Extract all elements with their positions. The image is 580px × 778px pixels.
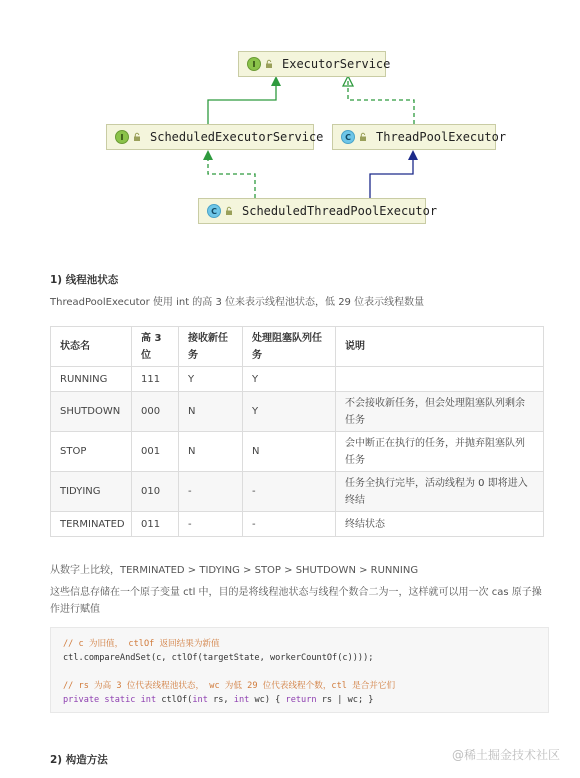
table-header-row — [51, 327, 544, 367]
table-cell: - — [179, 472, 243, 512]
state-comparison-text: 从数字上比较，TERMINATED > TIDYING > STOP > SHUTDOWN > RUNNING — [50, 565, 419, 576]
class-hierarchy-diagram — [0, 0, 580, 240]
class-name: ThreadPoolExecutor — [376, 130, 507, 144]
table-row — [51, 512, 544, 537]
code-keyword: private static int — [63, 695, 157, 705]
table-cell: 001 — [132, 432, 179, 472]
table-cell: 不会接收新任务，但会处理阻塞队列剩余任务 — [336, 392, 544, 432]
uml-node-scheduled-executor-service — [106, 124, 324, 150]
lock-icon — [264, 59, 274, 69]
table-cell: TIDYING — [51, 472, 132, 512]
column-header: 接收新任务 — [179, 327, 243, 367]
column-header: 状态名 — [51, 327, 132, 367]
table-cell: 会中断正在执行的任务，并抛弃阻塞队列任务 — [336, 432, 544, 472]
edge-tpe-to-es — [348, 80, 414, 124]
code-type: int — [192, 695, 208, 705]
table-cell: Y — [179, 367, 243, 392]
uml-node-executor-service — [238, 51, 391, 77]
uml-node-thread-pool-executor — [332, 124, 507, 150]
column-header: 说明 — [336, 327, 544, 367]
uml-node-scheduled-thread-pool-executor — [198, 198, 438, 224]
table-cell: RUNNING — [51, 367, 132, 392]
class-icon: C — [341, 130, 355, 144]
edge-stpe-to-ses — [208, 154, 255, 198]
code-comment: // rs 为高 3 位代表线程池状态， wc 为低 29 位代表线程个数，ctl 是合并它们 — [63, 681, 396, 691]
arrowhead-es-left — [271, 76, 281, 86]
table-row — [51, 472, 544, 512]
lock-icon — [132, 132, 142, 142]
section-heading-thread-pool-state: 1) 线程池状态 — [50, 274, 119, 286]
column-header: 高 3 位 — [132, 327, 179, 367]
table-cell: TERMINATED — [51, 512, 132, 537]
arrowhead-tpe — [408, 150, 418, 160]
intro-paragraph: ThreadPoolExecutor 使用 int 的高 3 位来表示线程池状态，低 29 位表示线程数量 — [50, 297, 425, 308]
table-row — [51, 432, 544, 472]
class-name: ExecutorService — [282, 57, 391, 71]
code-line — [63, 693, 536, 707]
lock-icon — [224, 206, 234, 216]
table-cell: 000 — [132, 392, 179, 432]
code-text: wc) { — [249, 695, 286, 705]
table-cell: 011 — [132, 512, 179, 537]
table-cell: - — [243, 472, 336, 512]
code-text: rs | wc; } — [316, 695, 374, 705]
table-row — [51, 392, 544, 432]
table-row — [51, 367, 544, 392]
thread-pool-state-table — [50, 326, 544, 537]
interface-icon: I — [115, 130, 129, 144]
table-cell: Y — [243, 392, 336, 432]
section-heading-constructor: 2) 构造方法 — [50, 754, 108, 766]
code-text: rs, — [207, 695, 234, 705]
table-cell: STOP — [51, 432, 132, 472]
interface-icon: I — [247, 57, 261, 71]
code-text: ctlOf( — [156, 695, 193, 705]
table-cell: N — [243, 432, 336, 472]
table-cell: - — [179, 512, 243, 537]
edge-ses-to-es — [208, 80, 276, 124]
table-cell: N — [179, 392, 243, 432]
code-comment: // c 为旧值， ctlOf 返回结果为新值 — [63, 639, 220, 649]
edge-stpe-to-tpe — [370, 154, 413, 198]
table-cell: 010 — [132, 472, 179, 512]
ctl-description-text: 这些信息存储在一个原子变量 ctl 中，目的是将线程池状态与线程个数合二为一，这样就可以用一次 cas 原子操作进行赋值 — [50, 587, 542, 615]
table-cell: Y — [243, 367, 336, 392]
lock-icon — [358, 132, 368, 142]
code-keyword: return — [285, 695, 317, 705]
arrowhead-ses — [203, 150, 213, 160]
table-cell: 终结状态 — [336, 512, 544, 537]
class-icon: C — [207, 204, 221, 218]
code-type: int — [233, 695, 250, 705]
table-cell: 111 — [132, 367, 179, 392]
class-name: ScheduledThreadPoolExecutor — [242, 204, 438, 218]
code-line: ctl.compareAndSet(c, ctlOf(targetState, workerCountOf(c)))); — [63, 653, 374, 663]
table-cell — [336, 367, 544, 392]
table-cell: - — [243, 512, 336, 537]
code-blank-line — [63, 665, 536, 679]
code-block — [50, 627, 549, 713]
watermark: @稀土掘金技术社区 — [451, 748, 560, 762]
column-header: 处理阻塞队列任务 — [243, 327, 336, 367]
class-name: ScheduledExecutorService — [150, 130, 324, 144]
table-cell: N — [179, 432, 243, 472]
table-cell: SHUTDOWN — [51, 392, 132, 432]
table-cell: 任务全执行完毕，活动线程为 0 即将进入终结 — [336, 472, 544, 512]
